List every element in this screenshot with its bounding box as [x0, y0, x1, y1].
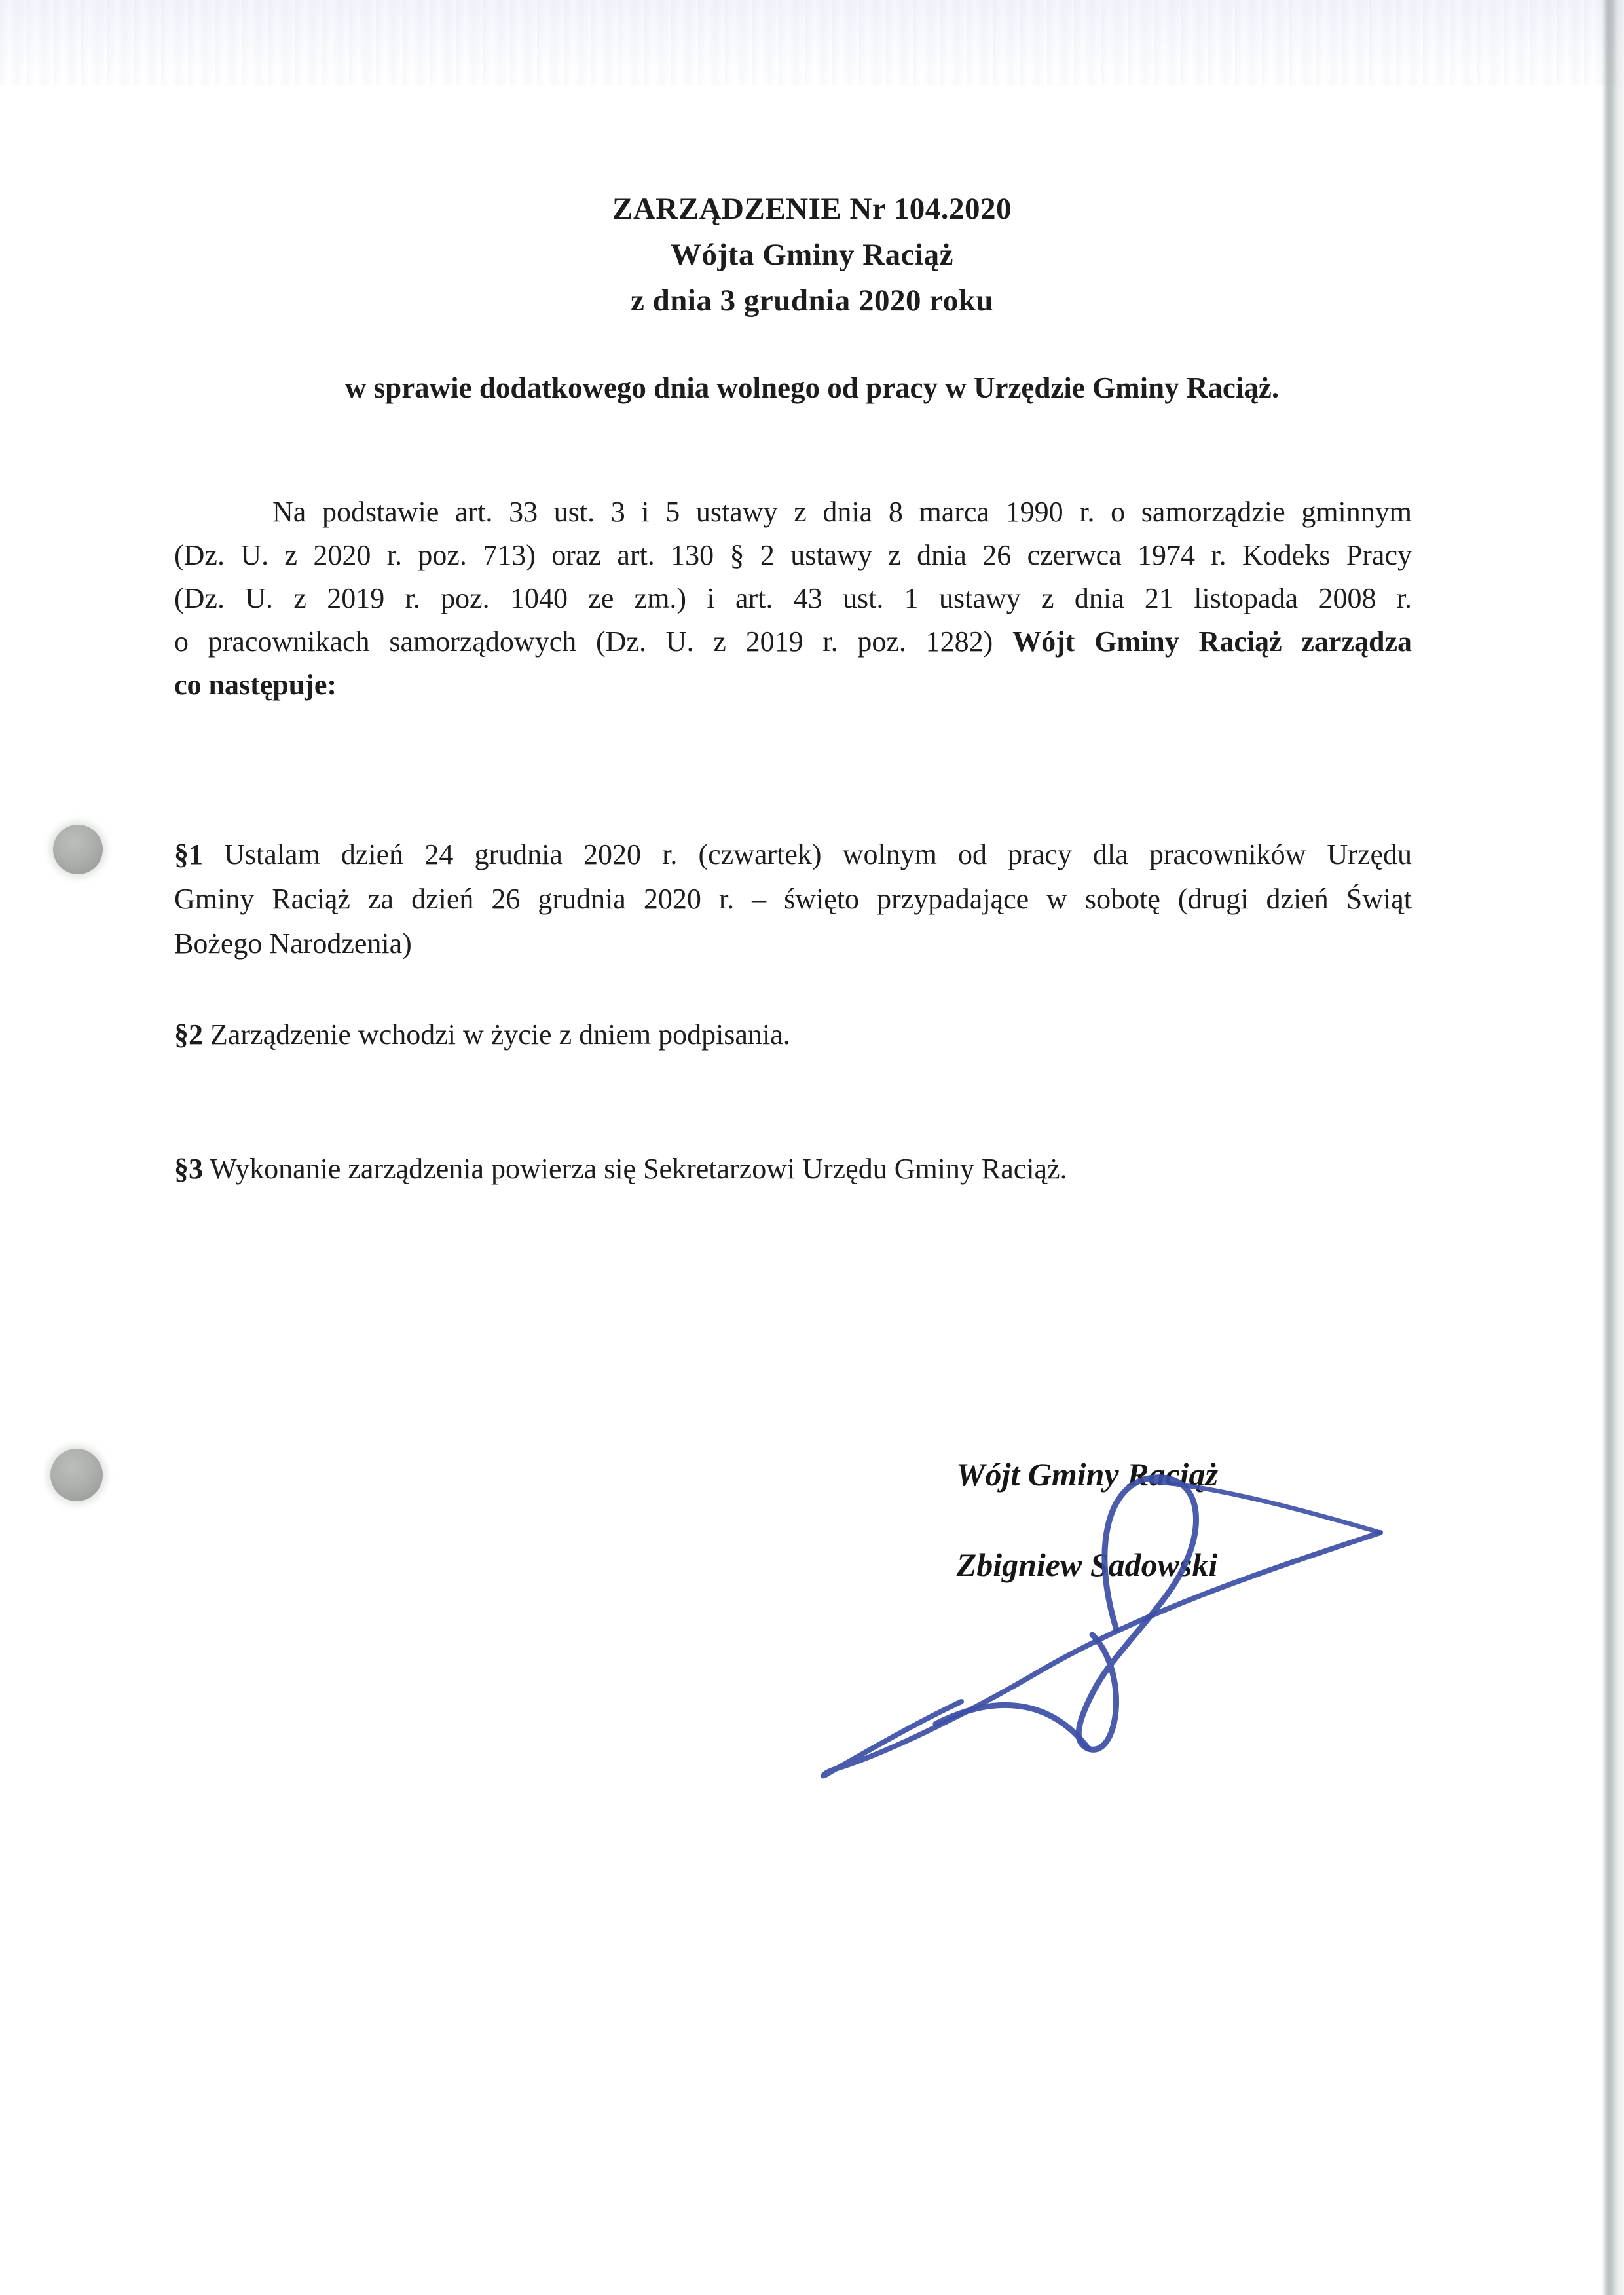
section-text: Wykonanie zarządzenia powierza się Sekretarzowi Urzędu Gminy Raciąż. [210, 1153, 1067, 1185]
section-number: §2 [174, 1018, 203, 1051]
preamble-bold-text: Wójt Gminy Raciąż zarządza [1012, 625, 1412, 658]
preamble-line [174, 577, 1412, 620]
section-1 [174, 832, 1412, 966]
section-text: Gminy Raciąż za dzień 26 grudnia 2020 r. – święto przypadające w sobotę (drugi dzień Świąt [174, 883, 1412, 915]
section-line [174, 877, 1412, 922]
preamble-line [174, 534, 1412, 577]
section-number: §1 [174, 838, 203, 870]
signature-role-line: Wójt Gminy Raciąż [955, 1456, 1219, 1493]
hole-punch-bottom [50, 1449, 103, 1501]
preamble-line [174, 620, 1412, 663]
scan-edge-artifact-top [0, 0, 1624, 85]
preamble-text: (Dz. U. z 2020 r. poz. 713) oraz art. 130 § 2 ustawy z dnia 26 czerwca 1974 r. Kodeks Pracy [174, 539, 1412, 571]
section-2 [174, 1013, 1412, 1056]
preamble-line [174, 663, 1412, 707]
title-line-issuer: Wójta Gminy Raciąż [671, 238, 953, 272]
section-text: Ustalam dzień 24 grudnia 2020 r. (czwartek) wolnym od pracy dla pracowników Urzędu [224, 838, 1412, 870]
scan-edge-artifact-right [1602, 0, 1624, 2295]
section-line [174, 832, 1412, 877]
section-3 [174, 1148, 1412, 1191]
preamble-bold-text: co następuje: [174, 669, 337, 701]
title-line-date: z dnia 3 grudnia 2020 roku [630, 284, 994, 318]
preamble-text: o pracownikach samorządowych (Dz. U. z 2019 r. poz. 1282) [174, 625, 993, 658]
section-text: Bożego Narodzenia) [174, 927, 412, 960]
preamble-paragraph [174, 491, 1412, 707]
section-text: Zarządzenie wchodzi w życie z dniem podpisania. [210, 1018, 790, 1051]
signature-name-line: Zbigniew Sadowski [956, 1546, 1218, 1583]
section-number: §3 [174, 1153, 203, 1185]
section-line [174, 922, 1412, 966]
preamble-line [174, 491, 1412, 534]
preamble-text: Na podstawie art. 33 ust. 3 i 5 ustawy z dnia 8 marca 1990 r. o samorządzie gminnym [272, 496, 1412, 528]
preamble-text: (Dz. U. z 2019 r. poz. 1040 ze zm.) i art. 43 ust. 1 ustawy z dnia 21 listopada 2008 r. [174, 582, 1412, 614]
document-subject: w sprawie dodatkowego dnia wolnego od pracy w Urzędzie Gminy Raciąż. [344, 371, 1280, 404]
document-title [0, 186, 1624, 324]
hole-punch-top [53, 825, 103, 874]
title-line-number: ZARZĄDZENIE Nr 104.2020 [612, 192, 1012, 226]
